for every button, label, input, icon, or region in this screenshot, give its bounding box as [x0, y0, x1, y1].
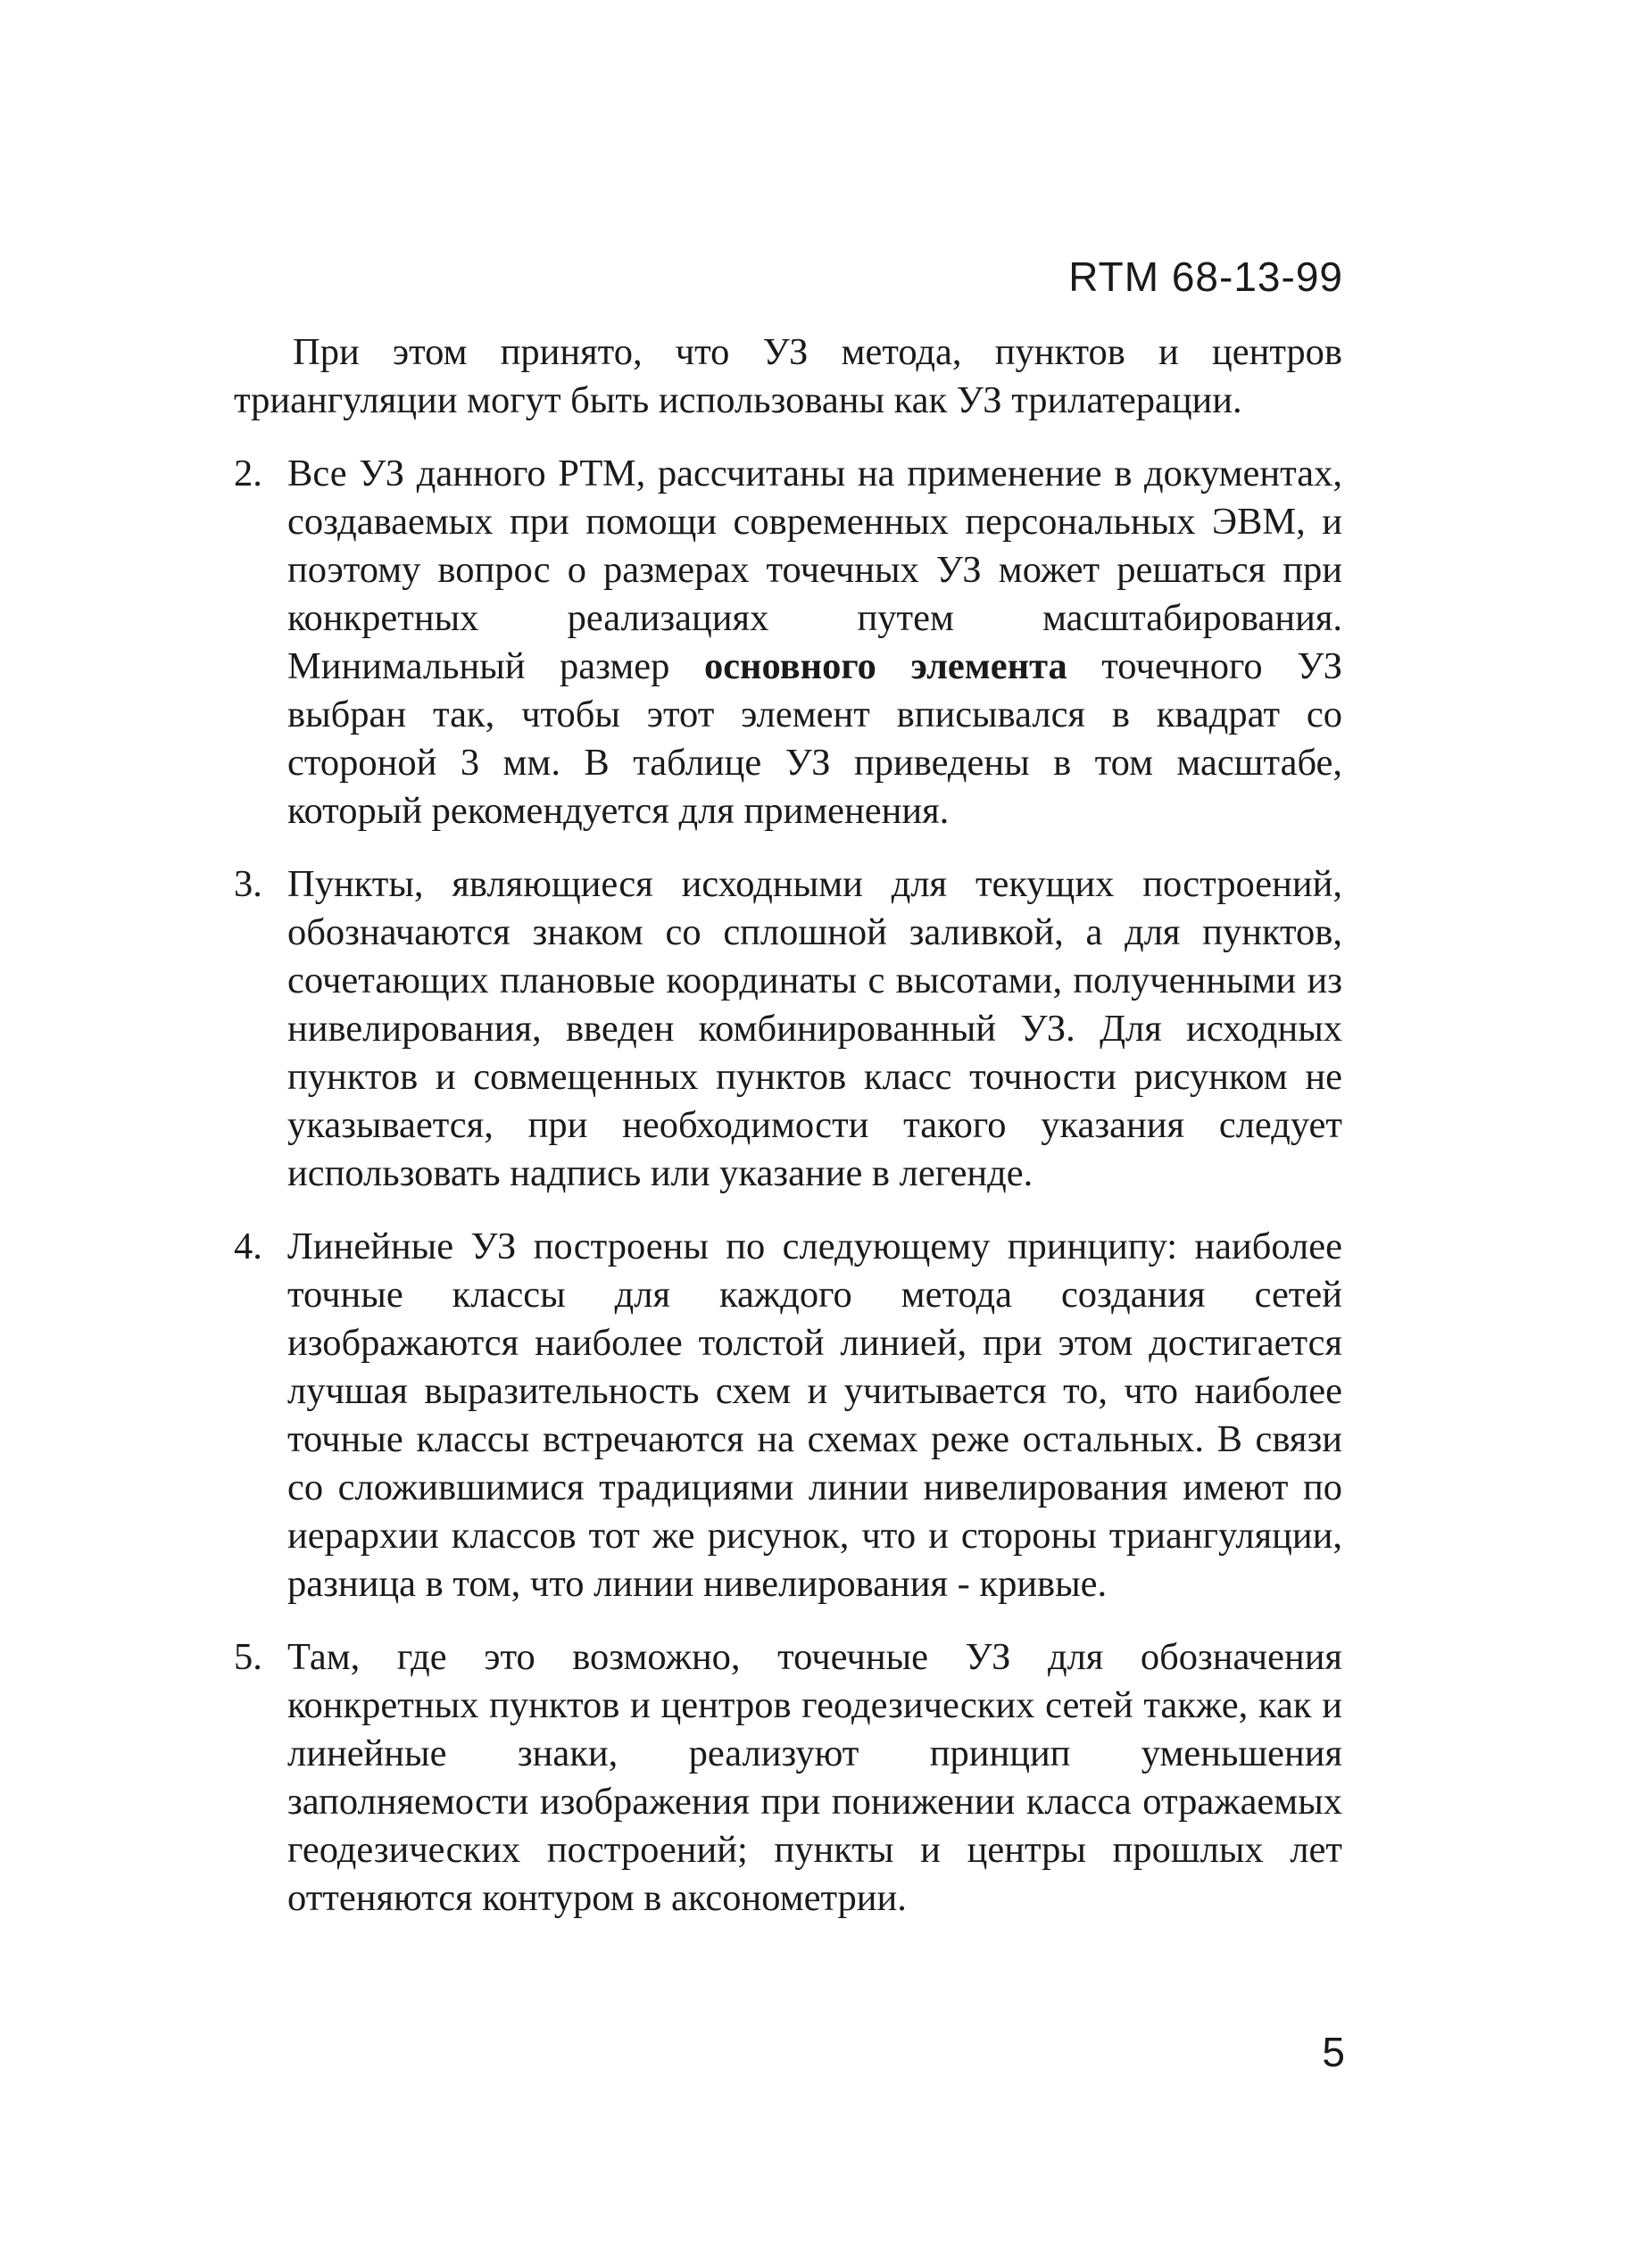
- list-item-number: 3.: [234, 863, 262, 905]
- list-item-number: 2.: [234, 453, 262, 494]
- list-item-text: Там, где это возможно, точечные УЗ для обозначения конкретных пунктов и центров геодезических сетей также, как и линейные знаки, реализуют принцип уменьшения заполняемости изображения при понижении класса отражаемых геодезических построений; пункты и центры прошлых лет оттеняются контуром в аксонометрии.: [287, 1636, 1342, 1919]
- list-item-text: [287, 450, 1342, 835]
- document-code: RTM 68-13-99: [1068, 253, 1343, 300]
- document-body: [234, 328, 1342, 1948]
- list-item-number: 5.: [234, 1636, 262, 1678]
- list-item-text-part: Все УЗ данного РТМ, рассчитаны на применение в документах, создаваемых при помощи современных персональных ЭВМ, и поэтому вопрос о размерах точечных УЗ может решаться при конкретных реализациях путем масштабирования. Минимальный размер: [287, 453, 1342, 687]
- list-item: [234, 1633, 1342, 1923]
- intro-paragraph: При этом принято, что УЗ метода, пунктов и центров триангуляции могут быть использованы как УЗ трилатерации.: [234, 331, 1342, 421]
- bold-term: основного элемента: [703, 645, 1067, 687]
- page-number: 5: [1322, 2029, 1345, 2075]
- list-item-text: Линейные УЗ построены по следующему принципу: наиболее точные классы для каждого метода создания сетей изображаются наиболее толстой линией, при этом достигается лучшая выразительность схем и учитывается то, что наиболее точные классы встречаются на схемах реже остальных. В связи со сложившимися традициями линии нивелирования имеют по иерархии классов тот же рисунок, что и стороны триангуляции, разница в том, что линии нивелирования - кривые.: [287, 1225, 1342, 1605]
- list-item: [234, 860, 1342, 1198]
- list-item-text: Пункты, являющиеся исходными для текущих построений, обозначаются знаком со сплошной заливкой, а для пунктов, сочетающих плановые координаты с высотами, полученными из нивелирования, введен комбинированный УЗ. Для исходных пунктов и совмещенных пунктов класс точности рисунком не указывается, при необходимости такого указания следует использовать надпись или указание в легенде.: [287, 863, 1342, 1194]
- list-item-number: 4.: [234, 1225, 262, 1267]
- list-item: [234, 1223, 1342, 1608]
- list-item-text-part: точечного УЗ выбран так, чтобы этот элемент вписывался в квадрат со стороной 3 мм. В таблице УЗ приведены в том масштабе, который рекомендуется для применения.: [287, 645, 1343, 832]
- list-item: [234, 450, 1342, 835]
